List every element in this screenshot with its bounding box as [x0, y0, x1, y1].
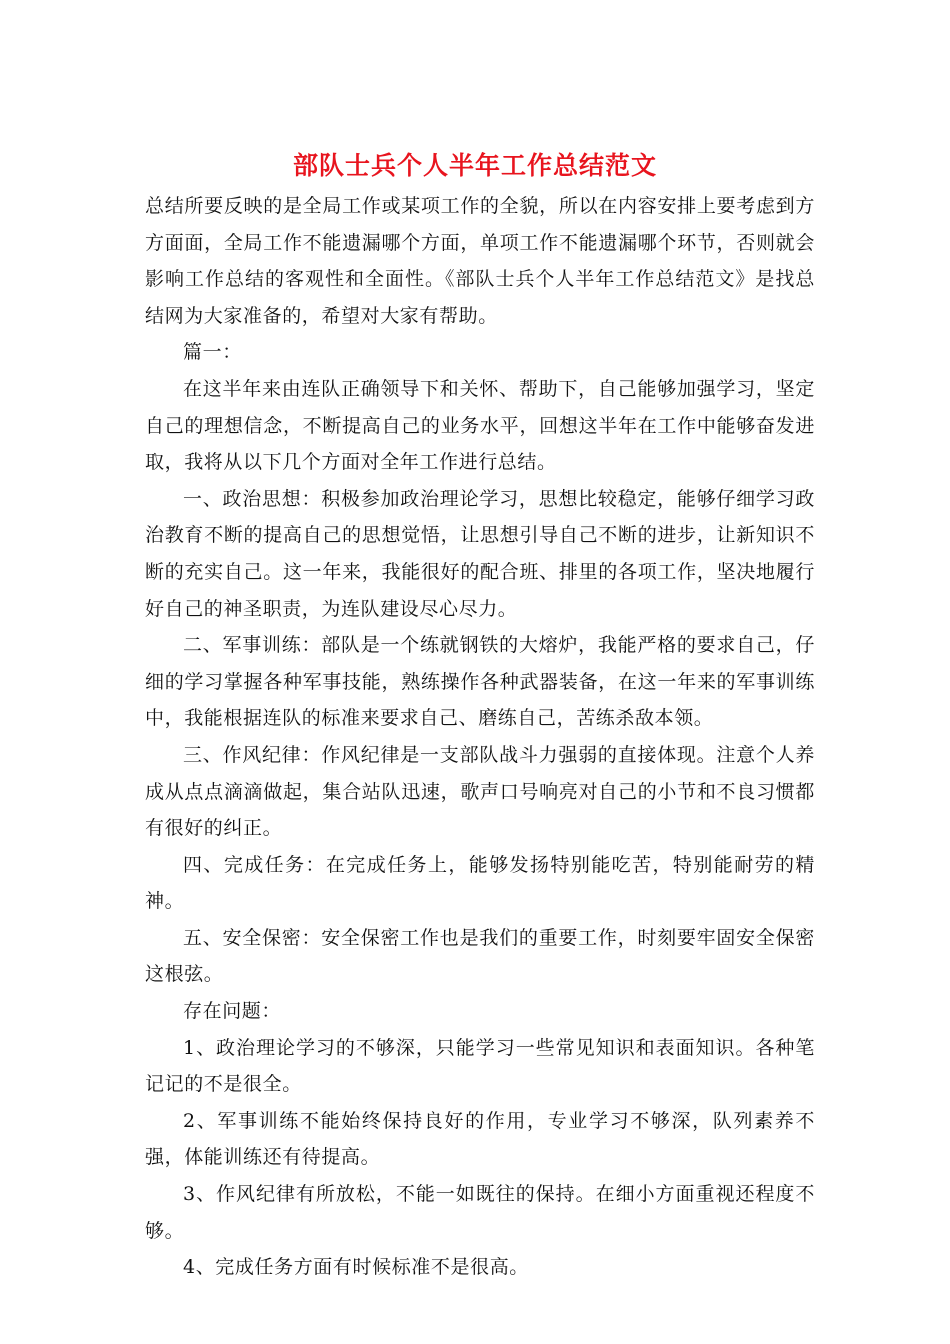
intro-paragraph: 总结所要反映的是全局工作或某项工作的全貌，所以在内容安排上要考虑到方方面面，全局工作不能遗漏哪个方面，单项工作不能遗漏哪个环节，否则就会影响工作总结的客观性和全面性。《部队士兵个人半年工作总结范文》是找总结网为大家准备的，希望对大家有帮助。 [145, 195, 815, 327]
security-paragraph: 五、安全保密：安全保密工作也是我们的重要工作，时刻要牢固安全保密这根弦。 [145, 926, 815, 986]
military-training-paragraph: 二、军事训练：部队是一个练就钢铁的大熔炉，我能严格的要求自己，仔细的学习掌握各种军事技能，熟练操作各种武器装备，在这一年来的军事训练中，我能根据连队的标准来要求自己、磨练自己，苦练杀敌本领。 [145, 634, 815, 730]
issue-item-4: 4、完成任务方面有时候标准不是很高。 [183, 1256, 529, 1279]
issue-item-1: 1、政治理论学习的不够深，只能学习一些常见知识和表面知识。各种笔记记的不是很全。 [145, 1036, 815, 1096]
issues-heading: 存在问题： [183, 1000, 282, 1023]
task-completion-paragraph: 四、完成任务：在完成任务上，能够发扬特别能吃苦，特别能耐劳的精神。 [145, 853, 815, 913]
political-thought-paragraph: 一、政治思想：积极参加政治理论学习，思想比较稳定，能够仔细学习政治教育不断的提高自己的思想觉悟，让思想引导自己不断的进步，让新知识不断的充实自己。这一年来，我能很好的配合班、排里的各项工作，坚决地履行好自己的神圣职责，为连队建设尽心尽力。 [145, 487, 815, 620]
issue-item-3: 3、作风纪律有所放松，不能一如既往的保持。在细小方面重视还程度不够。 [145, 1183, 815, 1242]
discipline-paragraph: 三、作风纪律：作风纪律是一支部队战斗力强弱的直接体现。注意个人养成从点点滴滴做起，集合站队迅速，歌声口号响亮对自己的小节和不良习惯都有很好的纠正。 [145, 743, 815, 840]
issue-item-2: 2、军事训练不能始终保持良好的作用，专业学习不够深，队列素养不强，体能训练还有待提高。 [145, 1109, 815, 1169]
section-label-part-one: 篇一： [183, 341, 242, 364]
opening-paragraph: 在这半年来由连队正确领导下和关怀、帮助下，自己能够加强学习，坚定自己的理想信念，不断提高自己的业务水平，回想这半年在工作中能够奋发进取，我将从以下几个方面对全年工作进行总结。 [145, 377, 815, 474]
document-title: 部队士兵个人半年工作总结范文 [292, 151, 657, 180]
document-body [145, 188, 815, 1286]
